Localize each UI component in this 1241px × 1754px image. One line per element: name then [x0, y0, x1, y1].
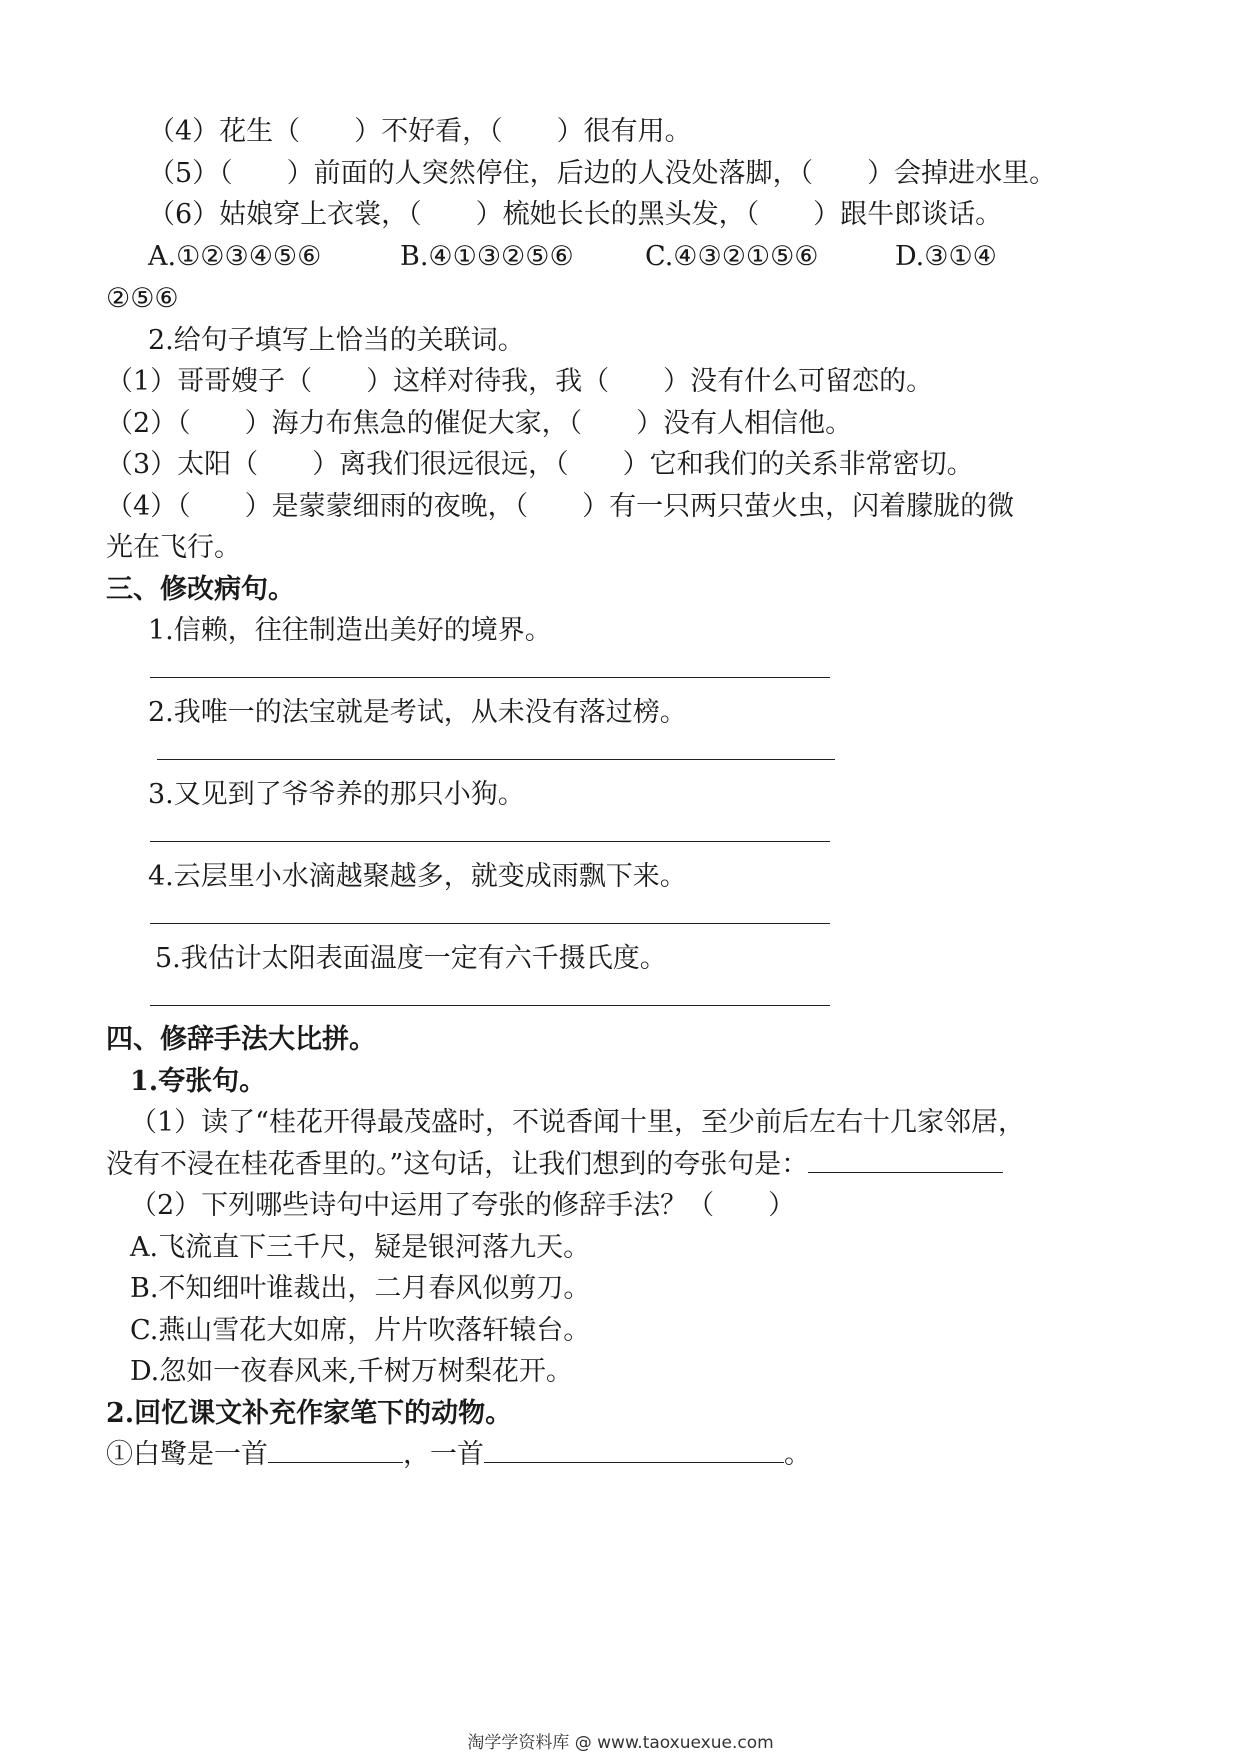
q2-item-4-continued: 光在飞行。: [106, 532, 241, 563]
option-b: B.④①③②⑤⑥: [400, 241, 574, 272]
egret-text-1: ①白鹭是一首: [106, 1439, 268, 1470]
poem-option-c: C.燕山雪花大如席，片片吹落轩辕台。: [130, 1315, 591, 1346]
option-d-continued: ②⑤⑥: [106, 283, 179, 314]
item-5-crowd: （5）（ ）前面的人突然停住，后边的人没处落脚，（ ）会掉进水里。: [148, 158, 1057, 189]
item-4-peanut: （4）花生（ ）不好看，（ ）很有用。: [148, 116, 692, 147]
footer-watermark: 淘学学资料库 @ www.taoxuexue.com: [467, 1733, 774, 1753]
hyperbole-q2: （2）下列哪些诗句中运用了夸张的修辞手法？（ ）: [130, 1190, 796, 1221]
answer-line-5[interactable]: [150, 1005, 830, 1006]
option-d: D.③①④: [895, 241, 997, 272]
answer-line-3[interactable]: [150, 841, 830, 842]
answer-line-2[interactable]: [157, 759, 835, 760]
poem-option-a: A.飞流直下三千尺，疑是银河落九天。: [130, 1232, 591, 1263]
poem-option-d: D.忽如一夜春风来,千树万树梨花开。: [130, 1356, 573, 1387]
hyperbole-q1-line2: [106, 1148, 1003, 1182]
q2-item-1: （1）哥哥嫂子（ ）这样对待我，我（ ）没有什么可留恋的。: [106, 366, 934, 397]
sick-sentence-3: 3.又见到了爷爷养的那只小狗。: [148, 779, 525, 810]
q2-item-2: （2）（ ）海力布焦急的催促大家，（ ）没有人相信他。: [106, 408, 853, 439]
egret-text-3: 。: [784, 1439, 811, 1470]
option-a: A.①②③④⑤⑥: [148, 241, 322, 272]
item-6-girl: （6）姑娘穿上衣裳，（ ）梳她长长的黑头发，（ ）跟牛郎谈话。: [148, 199, 1003, 230]
egret-fill-line: [106, 1438, 811, 1472]
egret-blank-1[interactable]: [268, 1440, 403, 1463]
q2-item-3: （3）太阳（ ）离我们很远很远，（ ）它和我们的关系非常密切。: [106, 449, 974, 480]
section-4-title: 四、修辞手法大比拼。: [106, 1024, 376, 1055]
answer-line-1[interactable]: [150, 677, 830, 678]
poem-option-b: B.不知细叶谁裁出，二月春风似剪刀。: [130, 1273, 591, 1304]
sick-sentence-2: 2.我唯一的法宝就是考试，从未没有落过榜。: [148, 697, 687, 728]
answer-line-4[interactable]: [150, 923, 830, 924]
egret-text-2: ，一首: [403, 1439, 484, 1470]
hyperbole-subtitle: 1.夸张句。: [130, 1066, 267, 1097]
animals-subtitle: 2.回忆课文补充作家笔下的动物。: [106, 1398, 513, 1429]
hyperbole-q1-text: 没有不浸在桂花香里的。”这句话，让我们想到的夸张句是：: [106, 1149, 809, 1180]
sick-sentence-1: 1.信赖，往往制造出美好的境界。: [148, 615, 552, 646]
hyperbole-answer-blank[interactable]: [808, 1150, 1003, 1173]
q2-item-4: （4）（ ）是蒙蒙细雨的夜晚，（ ）有一只两只萤火虫，闪着朦胧的微: [106, 491, 1015, 522]
egret-blank-2[interactable]: [484, 1440, 784, 1463]
q2-title: 2.给句子填写上恰当的关联词。: [148, 325, 525, 356]
sick-sentence-4: 4.云层里小水滴越聚越多，就变成雨飘下来。: [148, 861, 687, 892]
hyperbole-q1-line1: （1）读了“桂花开得最茂盛时，不说香闻十里，至少前后左右十几家邻居，: [130, 1107, 1025, 1138]
sick-sentence-5: 5.我估计太阳表面温度一定有六千摄氏度。: [155, 943, 667, 974]
section-3-title: 三、修改病句。: [106, 574, 295, 605]
option-c: C.④③②①⑤⑥: [645, 241, 819, 272]
